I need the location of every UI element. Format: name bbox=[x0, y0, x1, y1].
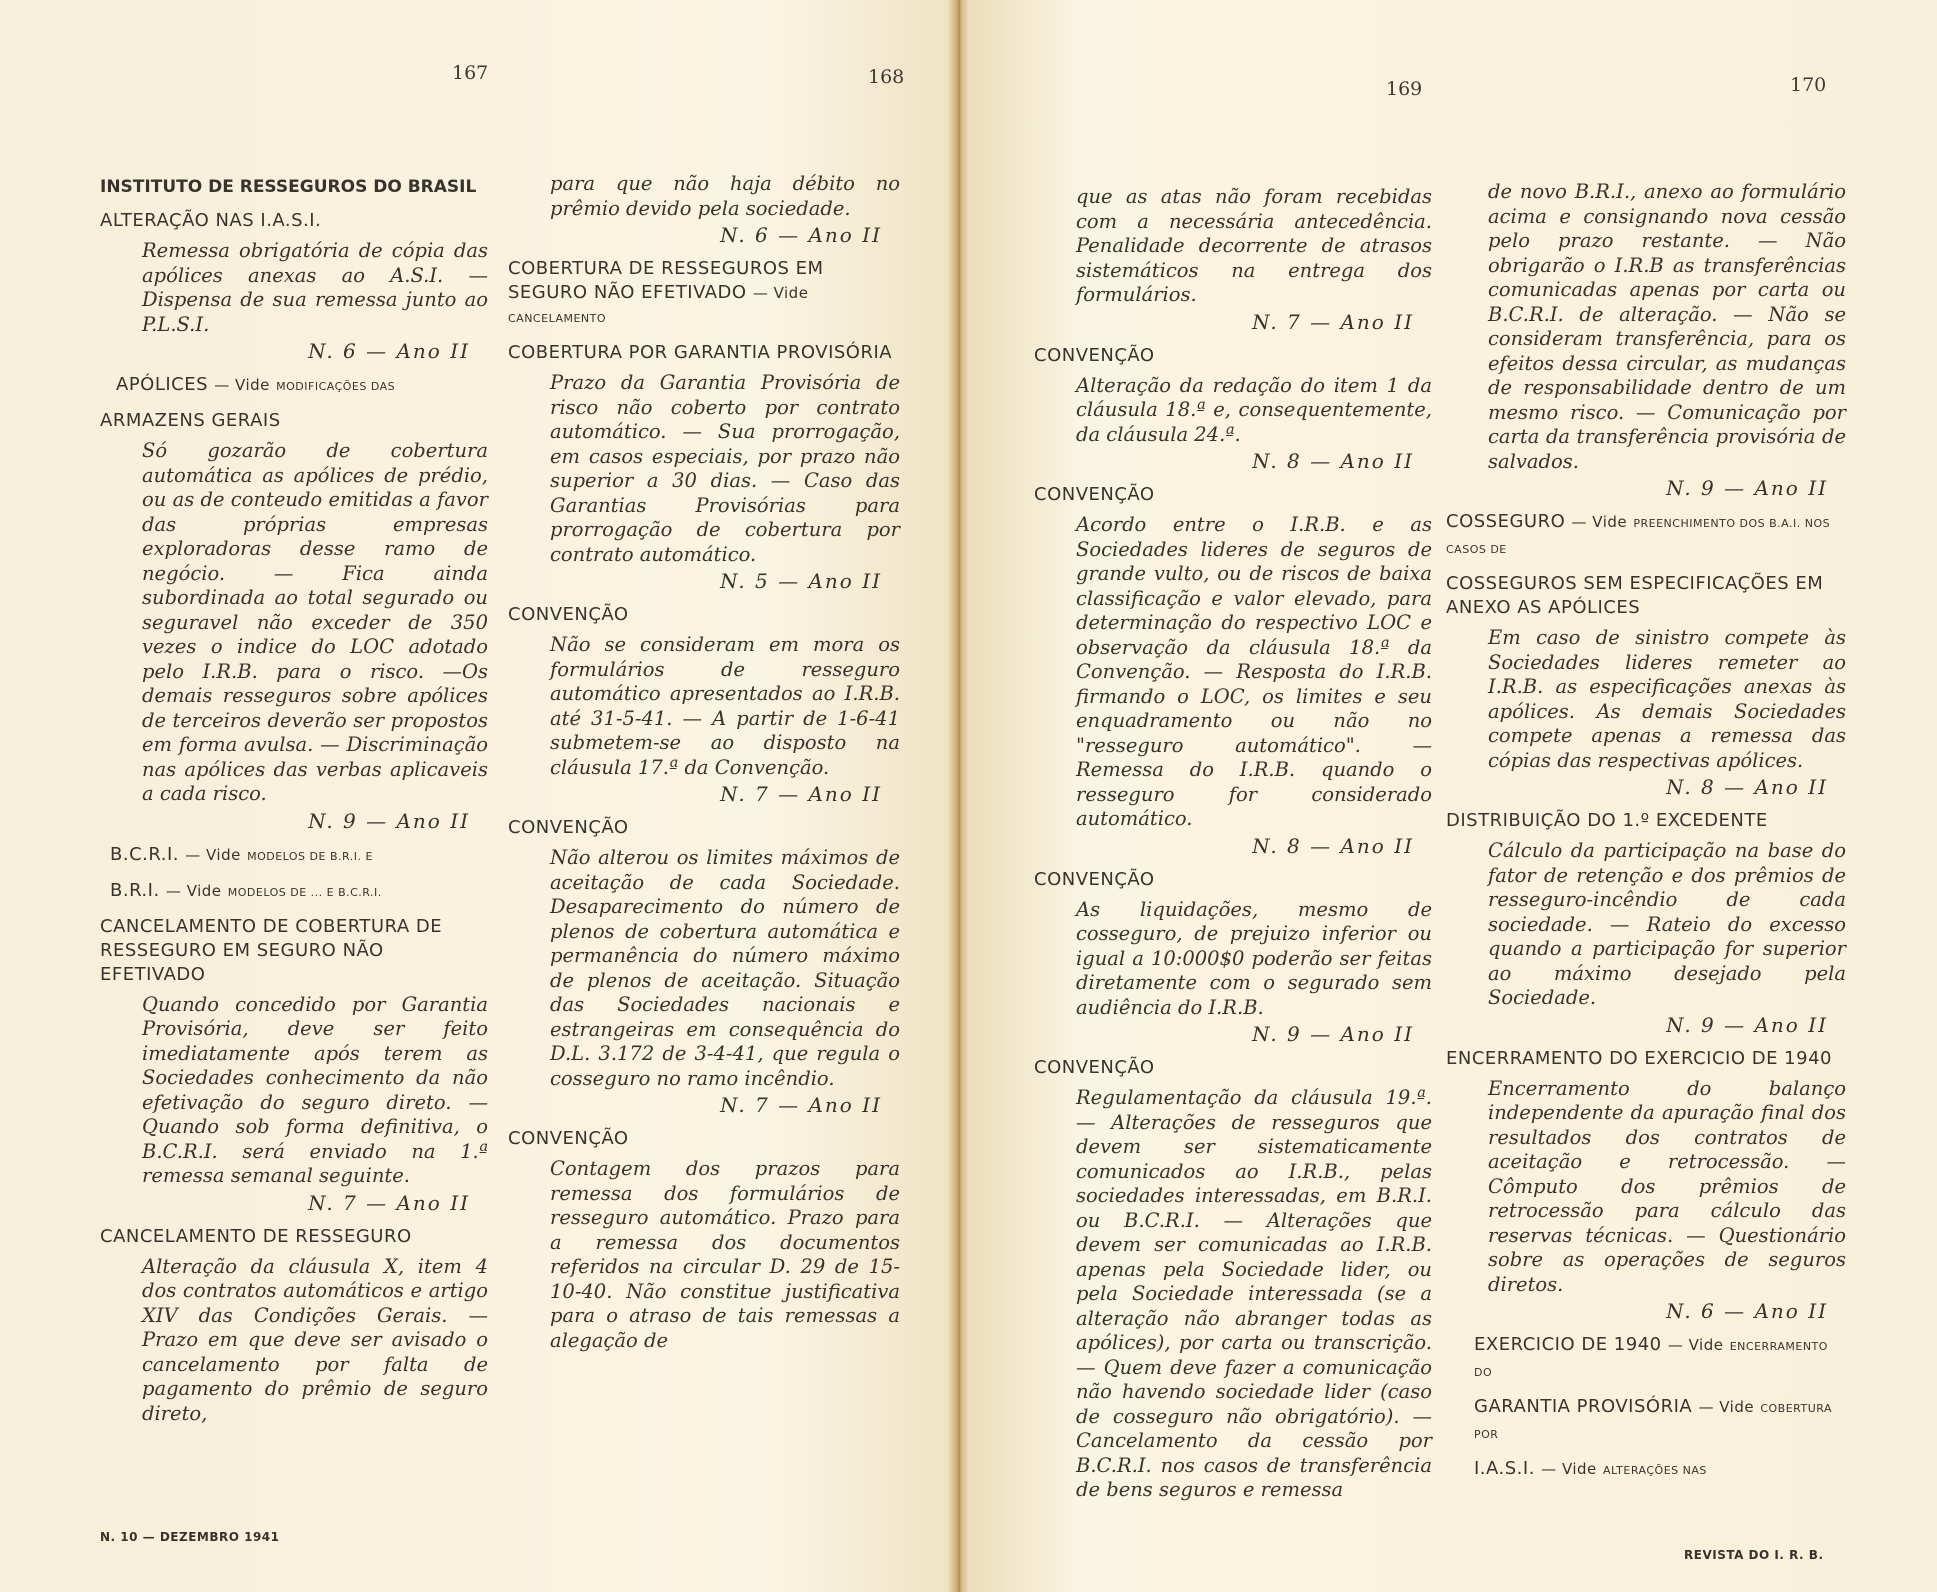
heading-text: B.R.I. bbox=[110, 879, 160, 901]
column-1 bbox=[100, 165, 488, 1426]
entry-body: Regulamentação da cláusula 19.ª. — Alterações de resseguros que devem ser sistematicamente comunicados ao I.R.B., pelas sociedades interessadas, em B.R.I. ou B.C.R.I. — Alterações que devem ser comunicadas ao I.R.B. apenas pela Sociedade lider, ou pela Sociedade interessada (se a alteração não abranger todas as apólices), por carta ou transcrição. — Quem deve fazer a comunicação não havendo sociedade lider (caso de cosseguro não obrigatório). — Cancelamento da cessão por B.C.R.I. nos casos de transferência de bens seguros e remessa bbox=[1076, 1086, 1432, 1501]
entry-body: Encerramento do balanço independente da apuração final dos resultados dos contratos de aceitação e retrocessão. — Cômputo dos prêmios de retrocessão para cálculo das reservas técnicas. — Questionário sobre as operações de seguros diretos. bbox=[1488, 1076, 1846, 1296]
issue-reference: N. 9 — Ano II bbox=[1666, 1012, 1828, 1037]
entry-heading bbox=[100, 879, 488, 905]
heading-text: EXERCICIO DE 1940 bbox=[1474, 1334, 1662, 1355]
entry-body: Em caso de sinistro compete às Sociedades lideres remeter ao I.R.B. as especificações anexas às apólices. As demais Sociedades compete apenas a remessa das cópias das respectivas apólices. bbox=[1488, 626, 1846, 772]
heading-text: B.C.R.I. bbox=[110, 843, 179, 865]
vide-target: MODELOS DE B.R.I. E bbox=[247, 849, 373, 863]
entry-heading: CANCELAMENTO DE COBERTURA DE RESSEGURO EM SEGURO NÃO EFETIVADO bbox=[100, 915, 443, 985]
entry-body: Cálculo da participação na base do fator de retenção e dos prêmios de resseguro-incêndio de cada sociedade. — Rateio do excesso quando a participação for superior ao máximo desejado pela Sociedade. bbox=[1488, 839, 1846, 1009]
vide-target: ENCERRAMENTO DO bbox=[1474, 1340, 1828, 1379]
entry-body: As liquidações, mesmo de cosseguro, de prejuizo inferior ou igual a 10:000$0 poderão ser feitas diretamente com o segurado sem audiência do I.R.B. bbox=[1076, 897, 1432, 1019]
entry-heading: DISTRIBUIÇÃO DO 1.º EXCEDENTE bbox=[1446, 810, 1768, 831]
vide-target: CANCELAMENTO bbox=[508, 312, 607, 325]
heading-text: APÓLICES bbox=[116, 374, 209, 395]
vide-text: — Vide bbox=[1667, 1336, 1724, 1354]
section-title: INSTITUTO DE RESSEGUROS DO BRASIL bbox=[100, 177, 477, 197]
entry-heading: COSSEGUROS SEM ESPECIFICAÇÕES EM ANEXO AS APÓLICES bbox=[1446, 573, 1824, 618]
entry-body: Contagem dos prazos para remessa dos formulários de resseguro automático. Prazo para a remessa dos documentos referidos na circular D. 29 de 15-10-40. Não constitue justificativa para o atraso de tais remessas a alegação de bbox=[550, 1157, 900, 1352]
entry-body: Alteração da redação do item 1 da cláusula 18.ª e, consequentemente, da cláusula 24.ª. bbox=[1076, 373, 1432, 446]
entry-heading: ARMAZENS GERAIS bbox=[100, 410, 281, 431]
vide-text: — Vide bbox=[752, 284, 809, 302]
entry-heading: CONVENÇÃO bbox=[508, 817, 629, 838]
entry-body: de novo B.R.I., anexo ao formulário acima e consignando nova cessão pelo prazo restante. — Não obrigarão o I.R.B as transferências comunicadas apenas por carta ou B.C.R.I. de alteração. — Não se consideram transferência, para os efeitos dessa circular, as mudanças de responsabilidade dentro de um mesmo risco. — Comunicação por carta da transferência provisória de salvados. bbox=[1488, 180, 1846, 473]
entry-heading: CONVENÇÃO bbox=[508, 1128, 629, 1149]
entry-heading: ALTERAÇÃO NAS I.A.S.I. bbox=[100, 210, 322, 231]
entry-heading: COBERTURA POR GARANTIA PROVISÓRIA bbox=[508, 342, 893, 363]
issue-reference: N. 7 — Ano II bbox=[720, 1093, 882, 1117]
column-3 bbox=[1034, 185, 1432, 1503]
entry-body: para que não haja débito no prêmio devido pela sociedade. bbox=[550, 172, 900, 220]
vide-text: — Vide bbox=[165, 881, 222, 900]
issue-reference: N. 7 — Ano II bbox=[1252, 309, 1414, 334]
issue-reference: N. 5 — Ano II bbox=[720, 569, 882, 593]
issue-reference: N. 6 — Ano II bbox=[720, 223, 882, 247]
issue-reference: N. 9 — Ano II bbox=[1252, 1022, 1414, 1046]
page-number-167: 167 bbox=[452, 62, 489, 84]
entry-heading: ENCERRAMENTO DO EXERCICIO DE 1940 bbox=[1446, 1047, 1832, 1069]
book-gutter bbox=[948, 0, 970, 1592]
entry-body: Só gozarão de cobertura automática as apólices de prédio, ou as de conteudo emitidas a favor das próprias empresas exploradoras desse ramo de negócio. — Fica ainda subordinada ao total segurado ou seguravel não exceder de 350 vezes o indice do LOC adotado pelo I.R.B. para o risco. —Os demais resseguros sobre apólices de terceiros deverão ser propostos em forma avulsa. — Discriminação nas apólices das verbas aplicaveis a cada risco. bbox=[142, 439, 488, 805]
issue-reference: N. 8 — Ano II bbox=[1666, 775, 1828, 799]
heading-text: GARANTIA PROVISÓRIA bbox=[1474, 1396, 1693, 1417]
issue-reference: N. 7 — Ano II bbox=[308, 1190, 470, 1215]
entry-heading: CONVENÇÃO bbox=[1034, 484, 1155, 505]
entry-body: Não alterou os limites máximos de aceitação de cada Sociedade. Desaparecimento do número de plenos de cobertura automática e permanência do número máximo de plenos de aceitação. Situação das Sociedades nacionais e estrangeiras em consequência do D.L. 3.172 de 3-4-41, que regula o cosseguro no ramo incêndio. bbox=[550, 846, 900, 1090]
vide-target: MODELOS DE ... E B.C.R.I. bbox=[227, 885, 382, 899]
page-number-169: 169 bbox=[1386, 78, 1423, 100]
entry-heading bbox=[100, 843, 488, 869]
vide-target: MODIFICAÇÕES DAS bbox=[276, 380, 396, 393]
entry-heading bbox=[1446, 1395, 1846, 1447]
issue-reference: N. 9 — Ano II bbox=[308, 808, 470, 833]
issue-reference: N. 8 — Ano II bbox=[1252, 833, 1414, 858]
entry-heading: CANCELAMENTO DE RESSEGURO bbox=[100, 1225, 412, 1247]
column-2 bbox=[508, 172, 900, 1353]
entry-body: Alteração da cláusula X, item 4 dos contratos automáticos e artigo XIV das Condições Gerais. — Prazo em que deve ser avisado o cancelamento por falta de pagamento do prêmio de seguro direto, bbox=[142, 1254, 488, 1425]
issue-reference: N. 9 — Ano II bbox=[1666, 476, 1828, 500]
heading-text: I.A.S.I. bbox=[1474, 1458, 1535, 1479]
page-number-170: 170 bbox=[1790, 74, 1827, 96]
entry-body: Quando concedido por Garantia Provisória, deve ser feito imediatamente após terem as Sociedades conhecimento da não efetivação do seguro direto. — Quando sob forma definitiva, o B.C.R.I. será enviado na 1.ª remessa semanal seguinte. bbox=[142, 992, 488, 1187]
entry-body: Acordo entre o I.R.B. e as Sociedades lideres de seguros de grande vulto, ou de riscos de baixa classificação e valor elevado, para determinação do respectivo LOC e observação da cláusula 18.ª da Convenção. — Resposta do I.R.B. firmando o LOC, os limites e seu enquadramento ou não no "resseguro automático". — Remessa do I.R.B. quando o resseguro for considerado automático. bbox=[1076, 513, 1432, 830]
column-4 bbox=[1446, 180, 1846, 1489]
vide-target: PREENCHIMENTO DOS B.A.I. NOS CASOS DE bbox=[1446, 517, 1831, 556]
issue-reference: N. 6 — Ano II bbox=[1666, 1299, 1828, 1323]
entry-body: Não se consideram em mora os formulários de resseguro automático apresentados ao I.R.B. até 31-5-41. — A partir de 1-6-41 submetem-se ao disposto na cláusula 17.ª da Convenção. bbox=[550, 633, 900, 779]
vide-text: — Vide bbox=[1571, 513, 1628, 531]
heading-text: COBERTURA DE RESSEGUROS EM SEGURO NÃO EFETIVADO bbox=[508, 258, 824, 303]
entry-body: Prazo da Garantia Provisória de risco não coberto por contrato automático. — Sua prorrogação, em casos especiais, por prazo não superior a 30 dias. — Caso das Garantias Provisórias para prorrogação de cobertura por contrato automático. bbox=[550, 371, 900, 566]
vide-target: ALTERAÇÕES NAS bbox=[1603, 1464, 1707, 1477]
heading-text: COSSEGURO bbox=[1446, 511, 1566, 532]
entry-heading: CONVENÇÃO bbox=[1034, 1057, 1155, 1078]
entry-heading bbox=[100, 373, 488, 399]
vide-text: — Vide bbox=[1698, 1398, 1755, 1416]
entry-body: que as atas não foram recebidas com a necessária antecedência. Penalidade decorrente de atrasos sistemáticos na entrega dos formulários. bbox=[1076, 185, 1432, 306]
entry-body: Remessa obrigatória de cópia das apólices anexas ao A.S.I. — Dispensa de sua remessa junto ao P.L.S.I. bbox=[142, 239, 488, 336]
vide-target: COBERTURA POR bbox=[1474, 1402, 1832, 1441]
entry-heading bbox=[508, 257, 900, 331]
vide-text: — Vide bbox=[1541, 1460, 1597, 1478]
entry-heading bbox=[1446, 1333, 1846, 1385]
entry-heading: CONVENÇÃO bbox=[508, 604, 629, 625]
issue-reference: N. 6 — Ano II bbox=[308, 339, 470, 363]
vide-text: — Vide bbox=[214, 376, 270, 394]
entry-heading bbox=[1446, 510, 1846, 562]
footer-issue: N. 10 — DEZEMBRO 1941 bbox=[100, 1530, 280, 1544]
issue-reference: N. 8 — Ano II bbox=[1252, 449, 1414, 473]
vide-text: — Vide bbox=[185, 845, 241, 864]
footer-journal: REVISTA DO I. R. B. bbox=[1684, 1548, 1824, 1562]
entry-heading: CONVENÇÃO bbox=[1034, 868, 1155, 890]
page-number-168: 168 bbox=[868, 66, 905, 88]
issue-reference: N. 7 — Ano II bbox=[720, 782, 882, 806]
entry-heading bbox=[1446, 1457, 1846, 1483]
entry-heading: CONVENÇÃO bbox=[1034, 344, 1155, 366]
